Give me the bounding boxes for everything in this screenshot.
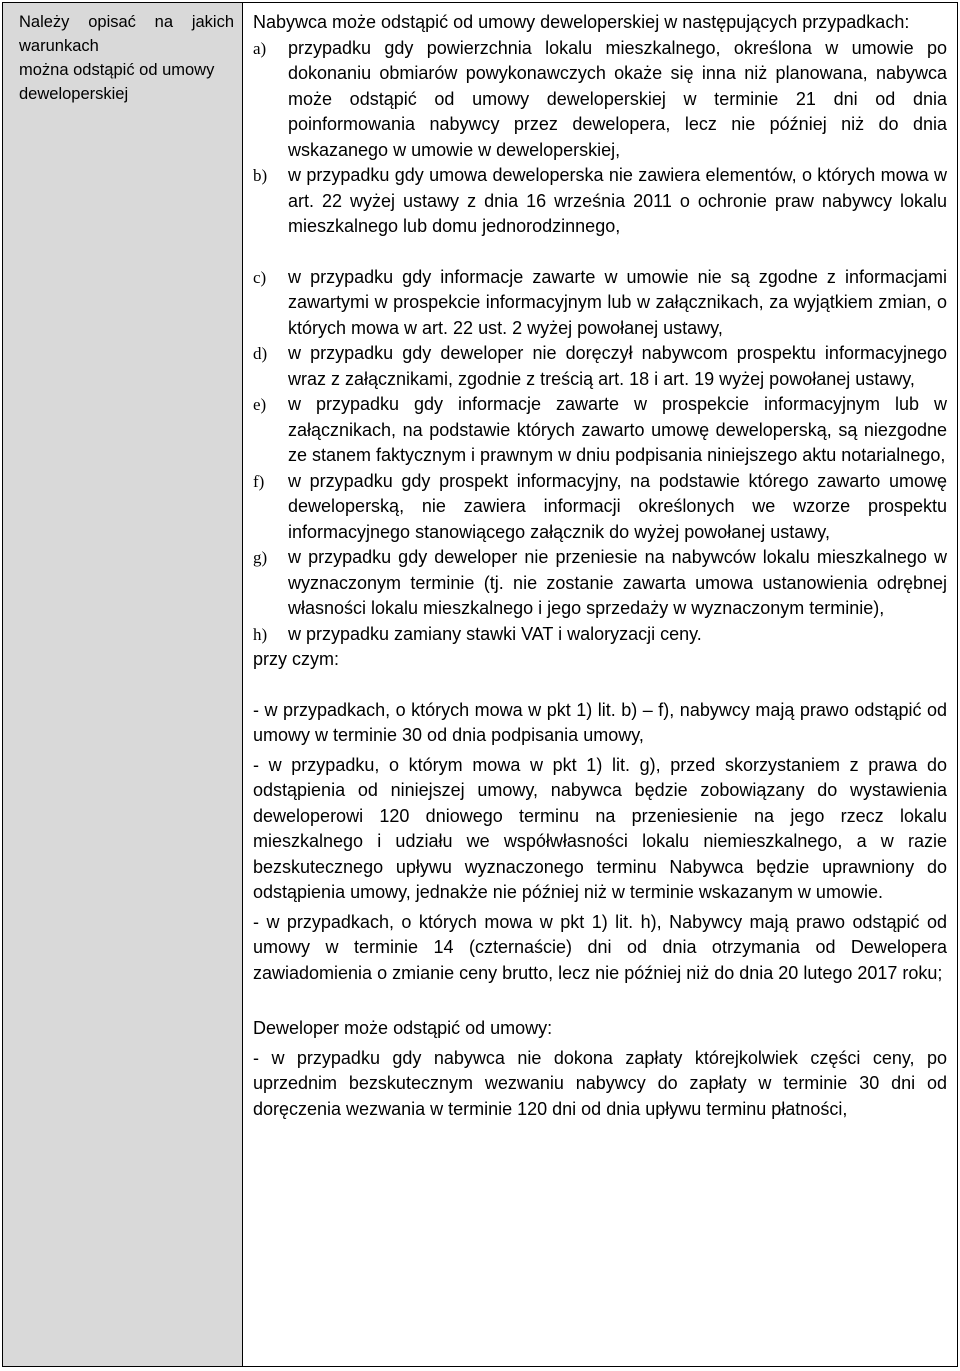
note-paragraph: - w przypadkach, o których mowa w pkt 1) lit. h), Nabywcy mają prawo odstąpić od umowy w terminie 14 (czternaście) dni od dnia otrzymania od Dewelopera zawiadomienia o zmianie ceny brutto, lecz nie później niż do dnia 20 lutego 2017 roku; [253,911,947,983]
note-paragraph: - w przypadku, o którym mowa w pkt 1) lit. g), przed skorzystaniem z prawa do odstąpienia od niniejszej umowy, nabywca będzie zobowiązany do wystawienia deweloperowi 120 dniowego terminu na przeniesienie na jego rzecz lokalu mieszkalnego i udziału we współwłasności lokalu niemieszkalnego, a w razie bezskutecznego upływu wyznaczonego terminu Nabywca będzie uprawniony do odstąpienia umowy, jednakże nie później niż w terminie wskazanym w umowie. [253,754,947,902]
item-text: w przypadku gdy informacje zawarte w umowie nie są zgodne z informacjami zawartymi w prospekcie informacyjnym lub w załącznikach, za wyjątkiem zmian, o których mowa w art. 22 ust. 2 wyżej powołanej ustawy, [288,266,947,338]
answer-cell [242,2,958,1367]
item-text: w przypadku gdy deweloper nie przeniesie na nabywców lokalu mieszkalnego w wyznaczonym terminie (tj. nie zostanie zawarta umowa ustanowienia odrębnej własności lokalu mieszkalnego i jego sprzedaży w wyznaczonym terminie), [288,547,947,618]
question-line: deweloperskiej [19,85,129,103]
item-text: w przypadku gdy deweloper nie doręczył nabywcom prospektu informacyjnego wraz z załącznikami, zgodnie z treścią art. 18 i art. 19 wyżej powołanej ustawy, [288,343,947,389]
form-table [2,2,958,1367]
question-line: warunkach [19,37,99,55]
list-item [253,545,947,622]
item-text: w przypadku zamiany stawki VAT i waloryzacji ceny. [288,623,702,644]
item-marker: g) [253,548,268,567]
question-line: Należy opisać na jakich [19,13,234,31]
item-text: w przypadku gdy prospekt informacyjny, na podstawie którego zawarto umowę deweloperską, nie zawiera informacji określonych we wzorze prospektu informacyjnego stanowiącego załącznik do wyżej powołanej ustawy, [288,470,947,542]
item-marker: h) [253,624,268,644]
item-marker: a) [253,38,267,58]
developer-title: Deweloper może odstąpić od umowy: [253,1018,553,1038]
item-text: przypadku gdy powierzchnia lokalu mieszkalnego, określona w umowie po dokonaniu obmiarów powykonawczych okaże się inna niż planowana, nabywca może odstąpić od umowy deweloperskiej w terminie 21 dni od dnia poinformowania nabywcy przez dewelopera, lecz nie później niż do dnia wskazanego w umowie w deweloperskiej, [288,37,947,160]
developer-text: - w przypadku gdy nabywca nie dokona zapłaty którejkolwiek części ceny, po uprzednim bezskutecznym wezwaniu nabywcy do zapłaty w terminie 30 dni od doręczenia wezwania w terminie 120 dni od dnia upływu terminu płatności, [253,1047,947,1119]
list-item [253,36,947,164]
list-item [253,622,947,648]
list-item [253,265,947,342]
question-cell [2,2,242,1367]
list-item [253,163,947,240]
list-item [253,341,947,392]
item-marker: f) [253,471,265,491]
list-item [253,469,947,546]
note-paragraph: - w przypadkach, o których mowa w pkt 1) lit. b) – f), nabywcy mają prawo odstąpić od umowy w terminie 30 od dnia podpisania umowy, [253,699,947,745]
list-item [253,392,947,469]
item-marker: e) [253,395,267,414]
item-marker: b) [253,166,268,185]
question-line: można odstąpić od umowy [19,61,215,79]
item-marker: d) [253,344,268,363]
item-text: w przypadku gdy umowa deweloperska nie zawiera elementów, o których mowa w art. 22 wyżej ustawy z dnia 16 września 2011 o ochronie praw nabywcy lokalu mieszkalnego lub domu jednorodzinnego, [288,165,947,236]
item-text: w przypadku gdy informacje zawarte w prospekcie informacyjnym lub w załącznikach, na podstawie których zawarto umowę deweloperską, są niezgodne ze stanem faktycznym i prawnym w dniu podpisania niniejszego aktu notarialnego, [288,394,947,465]
intro-text: Nabywca może odstąpić od umowy deweloperskiej w następujących przypadkach: [253,12,910,32]
przy-czym-label: przy czym: [253,649,340,669]
item-marker: c) [253,267,267,287]
